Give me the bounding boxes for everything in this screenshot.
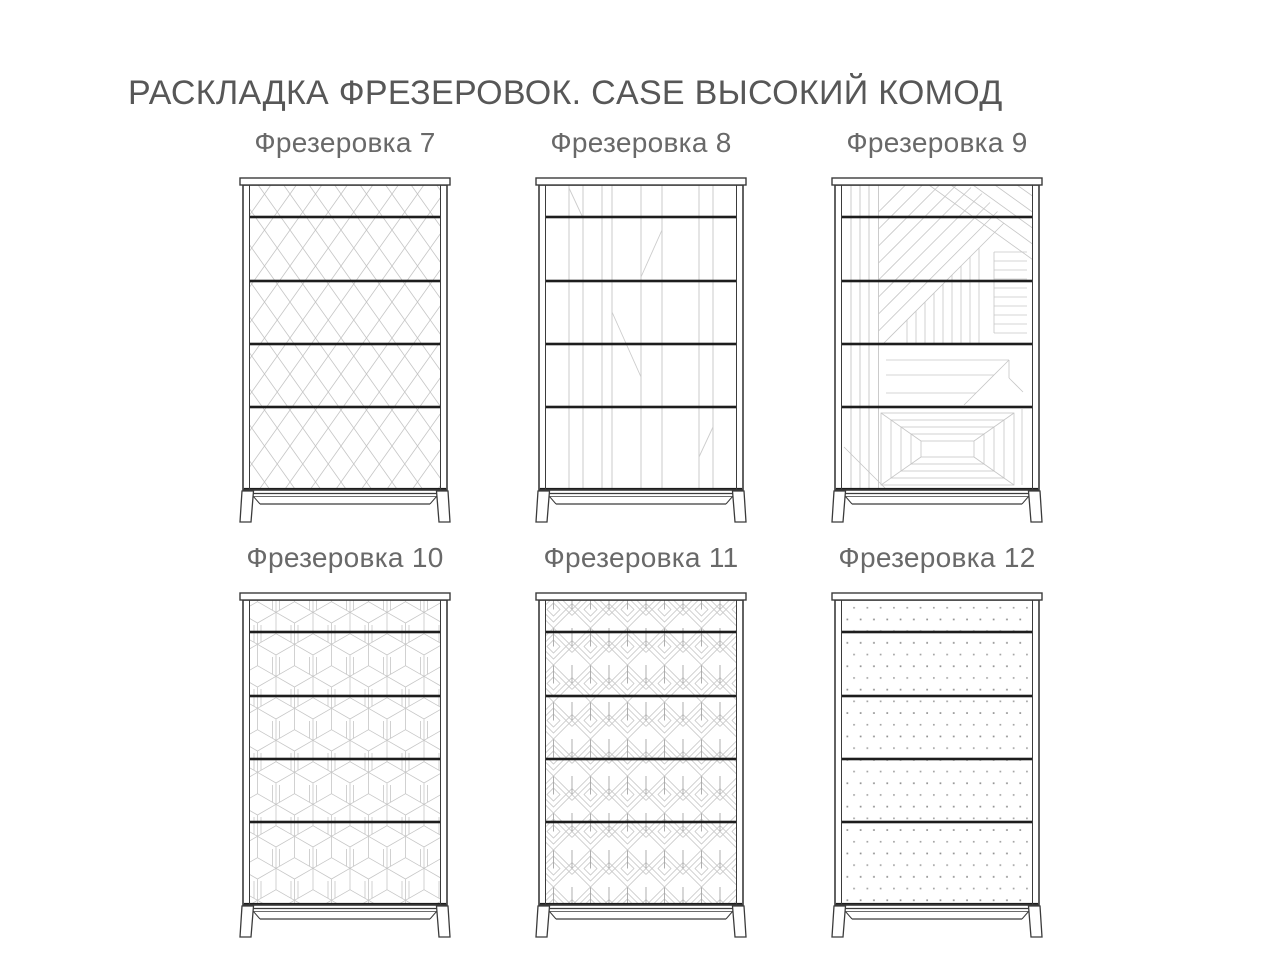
page-title: РАСКЛАДКА ФРЕЗЕРОВОК. CASE ВЫСОКИЙ КОМОД	[128, 74, 1003, 112]
cabinet-drawing	[831, 176, 1043, 528]
cabinet-drawing	[535, 176, 747, 528]
figure-frezerovka-8	[535, 126, 747, 528]
figure-label: Фрезеровка 10	[246, 542, 444, 573]
cabinet-drawing	[831, 591, 1043, 943]
cabinet-top-panel	[240, 593, 450, 600]
figure-frezerovka-9	[831, 126, 1043, 528]
cabinet-drawing	[239, 176, 451, 528]
cabinet-top-panel	[832, 593, 1042, 600]
figure-label: Фрезеровка 9	[846, 127, 1028, 158]
cabinet-top-panel	[240, 178, 450, 185]
drawer-front-pattern	[250, 185, 441, 490]
cabinet-legs	[832, 491, 1042, 522]
cabinet-top-panel	[536, 593, 746, 600]
cabinet-drawing	[535, 591, 747, 943]
drawer-front-pattern	[842, 600, 1033, 905]
cabinet-top-panel	[832, 178, 1042, 185]
cabinet-svg	[831, 176, 1043, 528]
cabinet-svg	[239, 176, 451, 528]
cabinet-legs	[240, 906, 450, 937]
figure-label: Фрезеровка 7	[254, 127, 436, 158]
figure-frezerovka-11	[535, 541, 747, 943]
cabinet-legs	[832, 906, 1042, 937]
cabinet-svg	[535, 176, 747, 528]
figure-label: Фрезеровка 12	[838, 542, 1036, 573]
drawer-front-pattern	[546, 600, 737, 905]
figure-frezerovka-12	[831, 541, 1043, 943]
cabinet-drawing	[239, 591, 451, 943]
cabinet-legs	[536, 491, 746, 522]
figure-label: Фрезеровка 11	[543, 542, 739, 573]
cabinet-svg	[535, 591, 747, 943]
drawer-front-pattern	[250, 600, 441, 905]
cabinet-svg	[831, 591, 1043, 943]
cabinet-legs	[240, 491, 450, 522]
figure-frezerovka-7	[239, 126, 451, 528]
cabinet-svg	[239, 591, 451, 943]
figure-frezerovka-10	[239, 541, 451, 943]
cabinet-top-panel	[536, 178, 746, 185]
cabinet-legs	[536, 906, 746, 937]
figure-label: Фрезеровка 8	[550, 127, 732, 158]
